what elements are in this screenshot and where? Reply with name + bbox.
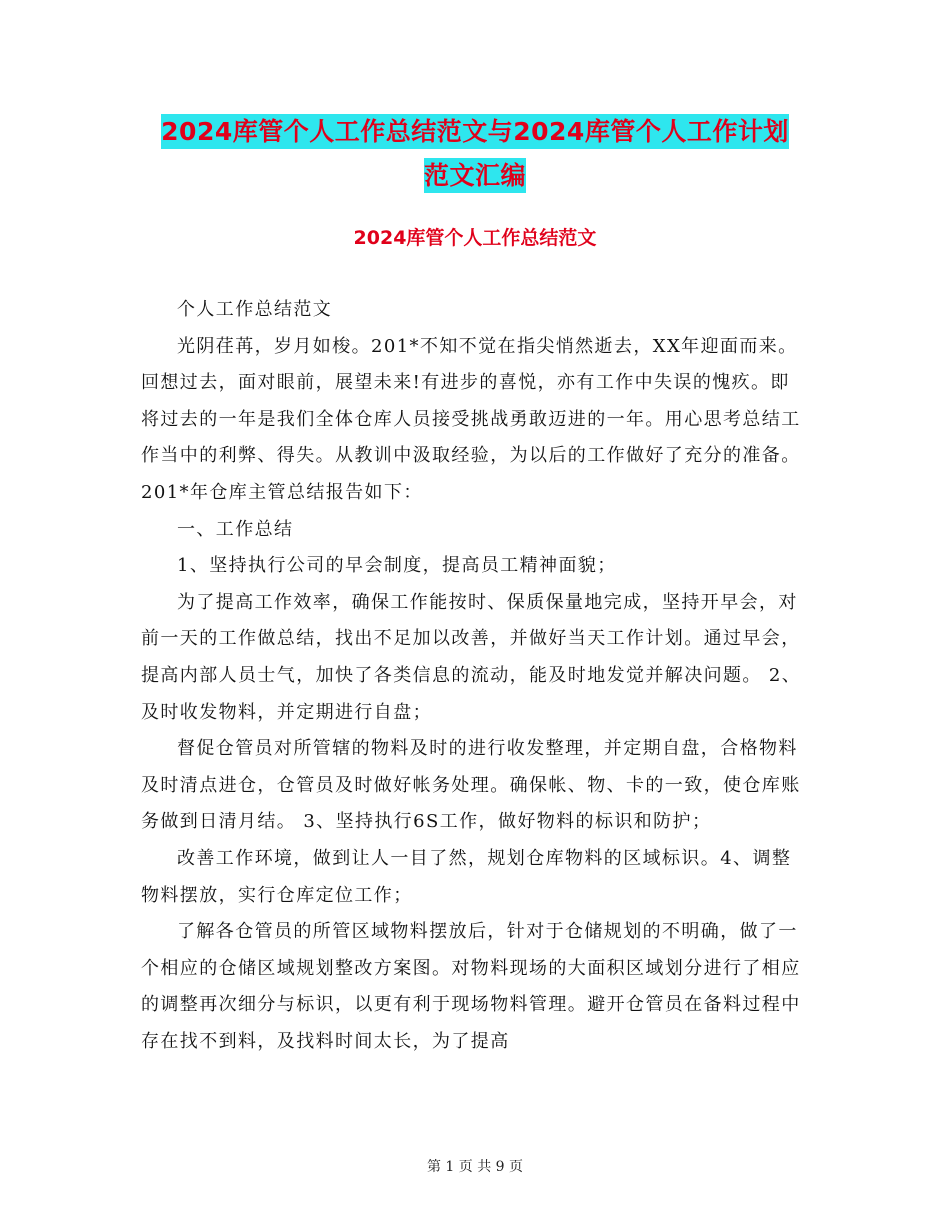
title-line-1: 2024库管个人工作总结范文与2024库管个人工作计划 [161,114,789,149]
paragraph: 为了提高工作效率，确保工作能按时、保质保量地完成，坚持开早会，对前一天的工作做总结，找出不足加以改善，并做好当天工作计划。通过早会，提高内部人员士气，加快了各类信息的流动，能及时地发觉并解决问题。 2、及时收发物料，并定期进行自盘； [141,591,802,723]
paragraph: 个人工作总结范文 [177,299,333,320]
paragraph: 光阴荏苒，岁月如梭。201*不知不觉在指尖悄然逝去，XX年迎面而来。回想过去，面对眼前，展望未来!有进步的喜悦，亦有工作中失误的愧疚。即将过去的一年是我们全体仓库人员接受挑战勇敢迈进的一年。用心思考总结工作当中的利弊、得失。从教训中汲取经验，为以后的工作做好了充分的准备。201*年仓库主管总结报告如下： [141,335,801,503]
paragraph: 改善工作环境，做到让人一目了然，规划仓库物料的区域标识。4、调整物料摆放，实行仓库定位工作； [141,847,792,906]
paragraph: 1、坚持执行公司的早会制度，提高员工精神面貌； [177,555,617,577]
document-title [0,110,950,198]
title-line-2: 范文汇编 [424,158,526,193]
document-body [141,292,809,1060]
paragraph: 一、工作总结 [177,518,294,540]
paragraph: 了解各仓管员的所管区域物料摆放后，针对于仓储规划的不明确，做了一个相应的仓储区域规划整改方案图。对物料现场的大面积区域划分进行了相应的调整再次细分与标识，以更有利于现场物料管理。避开仓管员在备料过程中存在找不到料，及找料时间太长，为了提高 [141,921,801,1052]
section-title: 2024库管个人工作总结范文 [353,227,597,249]
page-footer: 第 1 页 共 9 页 [426,1159,524,1175]
paragraph: 督促仓管员对所管辖的物料及时的进行收发整理，并定期自盘，合格物料及时清点进仓，仓管员及时做好帐务处理。确保帐、物、卡的一致，使仓库账务做到日清月结。 3、坚持执行6S工作，做好物料的标识和防护； [141,738,801,833]
